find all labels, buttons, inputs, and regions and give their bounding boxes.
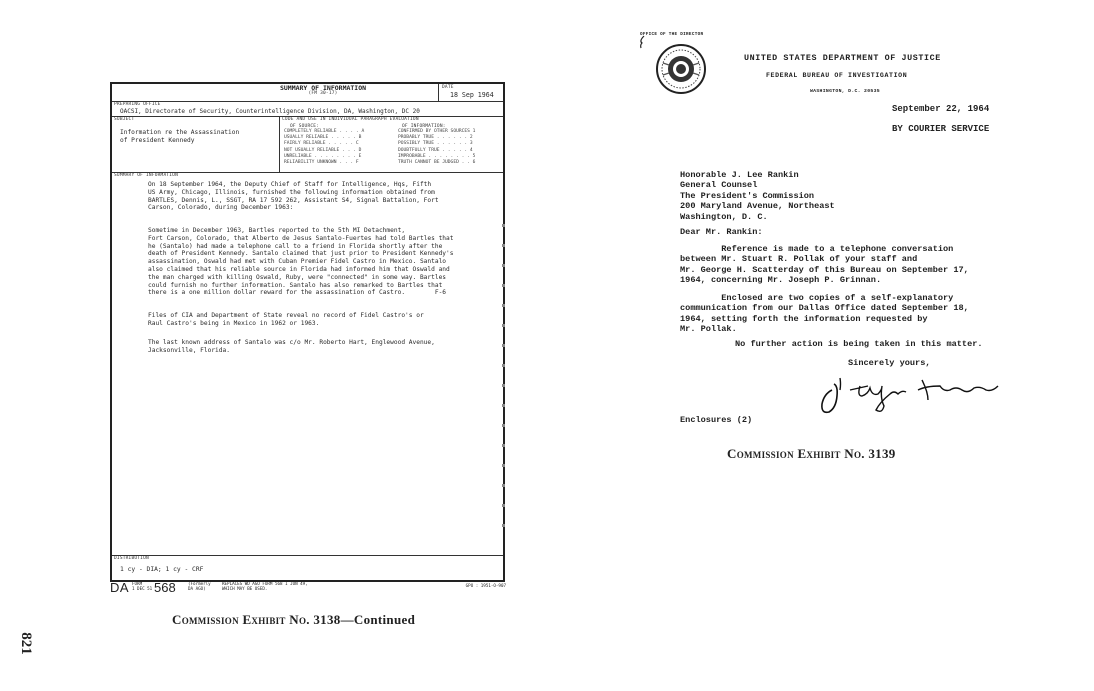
summary-paragraph-1: On 18 September 1964, the Deputy Chief of Staff for Intelligence, Hqs, Fifth US Army, Chicago, Illinois, furnished the following information obtained from BARTLES, Dennis, L., SSGT, RA 17 592 262, Assistant S4, Signal Battalion, Fort Carson, Colorado, during December 1963: <box>148 181 439 212</box>
info-row: CONFIRMED BY OTHER SOURCES 1 <box>398 129 476 134</box>
form-prefix: DA <box>110 580 130 595</box>
letter-paragraph-3: No further action is being taken in this matter. <box>735 339 983 349</box>
letterhead-address: WASHINGTON, D.C. 20535 <box>810 89 880 94</box>
date-label: DATE <box>442 85 454 90</box>
letter-paragraph-1: Reference is made to a telephone conversation between Mr. Stuart R. Pollak of your staff and Mr. George H. Scatterday of this Bureau on September 17, 1964, concerning Mr. Joseph P. Grinnan. <box>680 244 969 286</box>
exhibit-caption-left <box>172 612 415 628</box>
form-footer <box>110 580 505 596</box>
distribution-value: 1 cy - DIA; 1 cy - CRF <box>120 566 204 573</box>
fbi-seal-icon <box>655 43 707 95</box>
info-row: PROBABLY TRUE . . . . . . 2 <box>398 135 473 141</box>
salutation: Dear Mr. Rankin: <box>680 227 763 237</box>
subject-value: Information re the Assassination of President Kennedy <box>120 129 240 144</box>
source-row: UNRELIABLE . . . . . . . . E <box>284 153 362 159</box>
form-previous: (Formerly DA AGO) <box>188 581 211 591</box>
letter-date: September 22, 1964 <box>892 104 990 114</box>
source-row: FAIRLY RELIABLE . . . . . C <box>284 141 359 147</box>
form-gpo: GPO : 1951-O-907 <box>465 583 506 588</box>
date-value: 18 Sep 1964 <box>450 91 494 99</box>
form-number: 568 <box>154 580 176 595</box>
source-heading: OF SOURCE: <box>290 124 320 129</box>
department-heading: UNITED STATES DEPARTMENT OF JUSTICE <box>744 53 941 63</box>
summary-paragraph-3: Files of CIA and Department of State reveal no record of Fidel Castro's or Raul Castro's being in Mexico in 1962 or 1963. <box>148 312 424 327</box>
source-row: COMPLETELY RELIABLE . . . . A <box>284 129 365 134</box>
distribution-label: DISTRIBUTION <box>114 556 149 561</box>
caption-number: 3138 <box>313 612 341 627</box>
preparing-office-label: PREPARING OFFICE <box>114 102 161 107</box>
page-number: 821 <box>17 632 34 655</box>
info-row: IMPROBABLE . . . . . . . . 5 <box>398 153 476 159</box>
preparing-office-value: OACSI, Directorate of Security, Counterintelligence Division, DA, Washington, DC 20 <box>120 108 420 115</box>
summary-paragraph-4: The last known address of Santalo was c/o Mr. Roberto Hart, Englewood Avenue, Jacksonville, Florida. <box>148 339 435 354</box>
summary-label: SUMMARY OF INFORMATION <box>114 173 179 178</box>
addressee-block: Honorable J. Lee Rankin General Counsel The President's Commission 200 Maryland Avenue, Northeast Washington, D. C. <box>680 170 835 222</box>
information-heading: OF INFORMATION: <box>402 124 446 129</box>
caption-prefix: Commission Exhibit No. <box>727 446 869 461</box>
handwritten-signature <box>810 372 1010 422</box>
form-meta: FORM 1 DEC 51 <box>132 581 153 591</box>
source-row: RELIABILITY UNKNOWN . . . F <box>284 160 359 166</box>
caption-prefix: Commission Exhibit No. <box>172 612 314 627</box>
subject-label: SUBJECT <box>114 117 135 122</box>
info-row: TRUTH CANNOT BE JUDGED . . 6 <box>398 160 476 166</box>
info-row: DOUBTFULLY TRUE . . . . . 4 <box>398 147 473 153</box>
source-row: NOT USUALLY RELIABLE . . . D <box>284 147 362 153</box>
caption-number: 3139 <box>868 446 896 461</box>
pen-mark-icon <box>638 34 646 48</box>
caption-suffix: —Continued <box>340 612 416 627</box>
bureau-heading: FEDERAL BUREAU OF INVESTIGATION <box>766 72 908 79</box>
source-reliability-list <box>284 129 364 166</box>
information-accuracy-list <box>398 129 475 166</box>
info-row: POSSIBLY TRUE . . . . . . 3 <box>398 141 473 147</box>
summary-of-information-form <box>110 82 505 582</box>
exhibit-caption-right <box>727 446 896 462</box>
summary-paragraph-2: Sometime in December 1963, Bartles reported to the 5th MI Detachment, Fort Carson, Colorado, that Alberto de Jesus Santalo-Fuertes had told Bartles that he (Santalo) had made a telephone call to a friend in Florida shortly after the death of President Kennedy. Santalo claimed that just prior to President Kennedy's assassination, Oswald had met with Cuban Premier Fidel Castro in Mexico. Santalo also claimed that his reliable source in Florida had informed him that Oswald and the man charged with killing Oswald, Ruby, were "connected" in some way. Bartles could furnish no further information. Santalo has also remarked to Bartles that there is a one million dollar reward for the assassination of Castro. F-6 <box>148 227 454 297</box>
form-title: SUMMARY OF INFORMATION <box>279 84 367 92</box>
form-subtitle: (FM 30-17) <box>308 91 338 96</box>
enclosures-note: Enclosures (2) <box>680 415 753 425</box>
form-replaces: REPLACES WD AGO FORM 568 1 JUN 49, WHICH MAY BE USED. <box>222 581 308 591</box>
office-of-director-label: OFFICE OF THE DIRECTOR <box>640 32 704 37</box>
delivery-method: BY COURIER SERVICE <box>892 124 990 134</box>
closing: Sincerely yours, <box>848 358 931 368</box>
source-row: USUALLY RELIABLE . . . . . B <box>284 135 362 141</box>
evaluation-heading: CODE AND USE IN INDIVIDUAL PARAGRAPH EVALUATION <box>282 117 419 122</box>
letter-paragraph-2: Enclosed are two copies of a self-explanatory communication from our Dallas Office dated September 18, 1964, setting forth the information requested by Mr. Pollak. <box>680 293 969 335</box>
